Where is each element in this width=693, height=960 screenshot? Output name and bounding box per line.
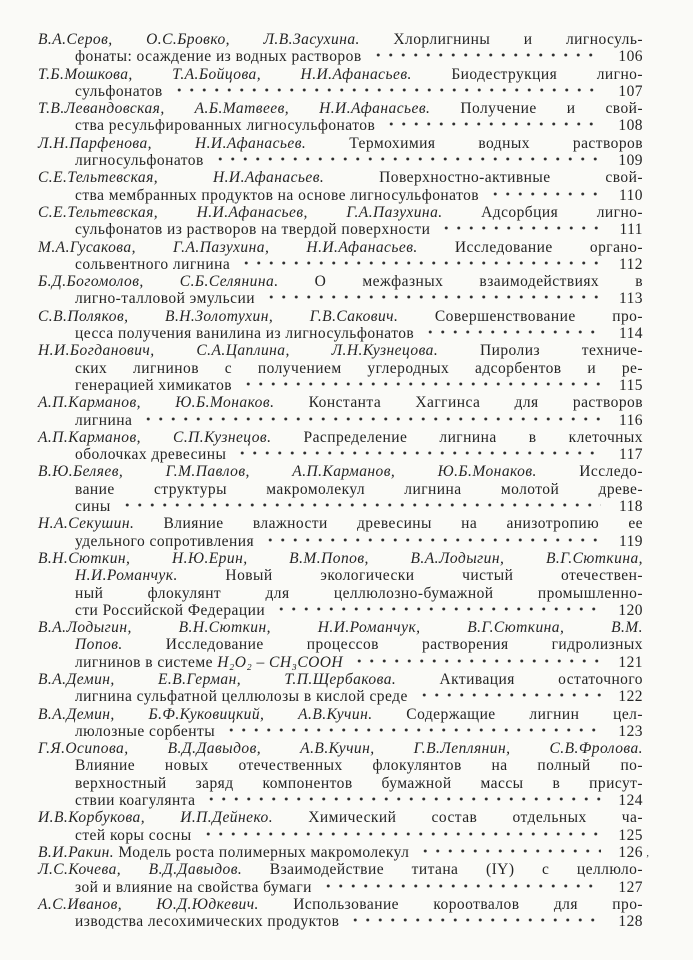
author-names: H₂O₂ – CH₃COOH [217, 653, 344, 671]
title-text: верхностный заряд компонентов бумажной массы в присут- [75, 774, 643, 792]
dot-leader [346, 914, 601, 926]
line-text [75, 446, 226, 463]
line-text [75, 723, 215, 740]
title-text: люлозные сорбенты [75, 722, 216, 740]
toc-entry [38, 896, 643, 931]
title-text: Использование короотвалов для про- [258, 895, 644, 913]
toc-line [38, 879, 643, 896]
page-number: 126 [618, 843, 643, 861]
toc-entry [38, 135, 643, 170]
title-text: оболочках древесины [75, 446, 227, 464]
toc-line [38, 533, 643, 550]
toc-line [38, 152, 643, 169]
toc-line [38, 446, 643, 463]
line-text [75, 187, 479, 204]
toc-entry [38, 394, 643, 429]
line-text [38, 896, 643, 913]
line-text [75, 481, 643, 498]
title-text: цесса получения ванилина из лигносульфонатов [75, 325, 415, 343]
page-number: 117 [618, 446, 643, 464]
author-names: Т.В.Левандовская, А.Б.Матвеев, Н.И.Афанасьев. [38, 100, 431, 118]
page-number: 109 [618, 152, 643, 170]
toc-line [38, 273, 643, 290]
page-number: 123 [618, 722, 643, 740]
title-text: Химический состав отдельных ча- [273, 809, 643, 827]
toc-entry [38, 463, 643, 515]
toc-line [38, 463, 643, 480]
toc-line [38, 723, 643, 740]
line-text [75, 913, 339, 930]
toc-line [38, 896, 643, 913]
line-text [38, 619, 643, 636]
dot-leader [239, 378, 601, 390]
toc-entry [38, 861, 643, 896]
toc-line [38, 602, 643, 619]
title-text: Пиролиз техниче- [438, 342, 644, 360]
toc-line [38, 31, 643, 48]
toc-entry [38, 740, 643, 809]
author-names: В.Ю.Беляев, Г.М.Павлов, А.П.Карманов, Ю.Б.Монаков. [38, 463, 537, 481]
title-text: Активация остаточного [396, 670, 644, 688]
toc-line [38, 83, 643, 100]
line-text [75, 256, 230, 273]
page-number: 107 [618, 82, 643, 100]
toc-line [38, 515, 643, 532]
title-text: удельного сопротивления [75, 532, 255, 550]
title-text: Содержащие лигнин цел- [372, 705, 643, 723]
toc-line [38, 342, 643, 359]
author-names: А.П.Карманов, С.П.Кузнецов. [38, 428, 272, 446]
title-text: ный флокулянт для целлюлозно-бумажной промышленно- [75, 584, 643, 602]
title-text: Влияние влажности древесины на анизотропию ее [134, 515, 643, 533]
line-text [38, 31, 643, 48]
title-text: сти Российской Федерации [75, 601, 266, 619]
toc-line [38, 221, 643, 238]
toc-entry [38, 273, 643, 308]
toc-line [38, 135, 643, 152]
toc-entry [38, 844, 643, 861]
author-names: В.И.Ракин. [38, 843, 115, 861]
toc-line [38, 377, 643, 394]
toc-line [38, 740, 643, 757]
line-text [75, 117, 375, 134]
toc-line [38, 100, 643, 117]
author-names: В.А.Серов, О.С.Бровко, Л.В.Засухина. [38, 31, 360, 48]
title-text: изводства лесохимических продуктов [75, 913, 340, 931]
dot-leader [261, 534, 601, 546]
line-text [38, 844, 409, 861]
title-text: ствии коагулянта [75, 792, 196, 810]
scan-artifact-mark: ʼ [645, 853, 649, 865]
toc-line [38, 550, 643, 567]
title-text: фонаты: осаждение из водных растворов [75, 48, 362, 66]
dot-leader [237, 257, 601, 269]
title-text: ства ресульфированных лигносульфонатов [75, 117, 376, 135]
page-number: 124 [618, 792, 643, 810]
author-names: Б.Д.Богомолов, С.Б.Селянина. [38, 273, 279, 291]
title-text: Распределение лигнина в клеточных [271, 428, 643, 446]
line-text [75, 360, 643, 377]
author-names: Л.Н.Парфенова, Н.И.Афанасьев. [38, 134, 307, 152]
line-text [38, 550, 643, 567]
page-number: 128 [618, 913, 643, 931]
line-text [75, 636, 643, 653]
toc-line [38, 290, 643, 307]
dot-leader [421, 326, 601, 338]
author-names: А.С.Иванов, Ю.Д.Юдкевич. [38, 895, 259, 913]
title-text: Исследо- [536, 463, 643, 481]
toc-entry [38, 619, 643, 671]
title-text: О межфазных взаимодействиях в [278, 273, 643, 291]
title-text: ских лигнинов с получением углеродных адсорбентов и ре- [75, 359, 643, 377]
dot-leader [222, 724, 601, 736]
page-number: 122 [618, 688, 643, 706]
author-names: Н.И.Богданович, С.А.Цаплина, Л.Н.Кузнецова. [38, 342, 439, 360]
toc-line [38, 239, 643, 256]
line-text [38, 135, 643, 152]
toc-line [38, 844, 643, 861]
author-names: С.Е.Тельтевская, Н.И.Афанасьев. [38, 169, 325, 187]
author-names: А.П.Карманов, Ю.Б.Монаков. [38, 394, 275, 412]
toc-entry [38, 31, 643, 66]
toc-entry [38, 515, 643, 550]
line-text [75, 533, 254, 550]
line-text [75, 325, 414, 342]
line-text [75, 152, 204, 169]
page-number: 110 [618, 186, 643, 204]
title-text: Термохимия водных растворов [306, 134, 643, 152]
page-number: 108 [618, 117, 643, 135]
page-number: 106 [618, 48, 643, 66]
title-text: Модель роста полимерных макромолекул [114, 843, 410, 861]
line-text [75, 48, 362, 65]
line-text [75, 654, 343, 671]
line-text [38, 342, 643, 359]
page-number: 121 [618, 653, 643, 671]
page-number: 127 [618, 878, 643, 896]
line-text [75, 83, 163, 100]
title-text: Константа Хаггинса для растворов [274, 394, 643, 412]
line-text [38, 308, 643, 325]
title-text: генерацией химикатов [75, 376, 233, 394]
title-text: лигно-талловой эмульсии [75, 290, 255, 308]
author-names: Н.А.Секушин. [38, 515, 135, 533]
page-number: 125 [618, 826, 643, 844]
line-text [38, 861, 643, 878]
dot-leader [415, 689, 601, 701]
toc-line [38, 636, 643, 653]
line-text [75, 412, 132, 429]
dot-leader [350, 655, 601, 667]
dot-leader [211, 153, 601, 165]
toc-line [38, 187, 643, 204]
toc-line [38, 809, 643, 826]
toc-line [38, 204, 643, 221]
author-names: В.А.Демин, Б.Ф.Куковицкий, А.В.Кучин. [38, 705, 373, 723]
line-text [75, 757, 643, 774]
page-number: 120 [618, 601, 643, 619]
toc-line [38, 792, 643, 809]
title-text: сольвентного лигнина [75, 255, 231, 273]
line-text [75, 498, 111, 515]
author-names: Попов. [75, 636, 123, 654]
dot-leader [382, 118, 601, 130]
toc-line [38, 308, 643, 325]
toc-entry [38, 308, 643, 343]
page-number: 119 [618, 532, 643, 550]
toc-line [38, 412, 643, 429]
line-text [38, 429, 643, 446]
toc-line [38, 117, 643, 134]
author-names: Л.С.Кочева, В.Д.Давыдов. [38, 861, 243, 879]
title-text: Биодеструкция лигно- [411, 65, 643, 83]
toc-entry [38, 706, 643, 741]
line-text [75, 792, 195, 809]
title-text: лигнина сульфатной целлюлозы в кислой среде [75, 688, 408, 706]
dot-leader [416, 845, 601, 857]
toc-line [38, 481, 643, 498]
author-names: В.Н.Сюткин, Н.Ю.Ерин, В.М.Попов, В.А.Лодыгин, В.Г.Сюткина, [38, 549, 643, 567]
toc-line [38, 671, 643, 688]
toc-entry [38, 169, 643, 204]
title-text: Влияние новых отечественных флокулянтов на полный по- [75, 757, 643, 775]
dot-leader [202, 793, 601, 805]
dot-leader [486, 188, 601, 200]
toc-line [38, 706, 643, 723]
author-names: М.А.Гусакова, Г.А.Пазухина, Н.И.Афанасьев. [38, 238, 418, 256]
line-text [38, 809, 643, 826]
toc-entry [38, 100, 643, 135]
dot-leader [272, 603, 601, 615]
line-text [75, 221, 430, 238]
toc-line [38, 654, 643, 671]
line-text [75, 567, 643, 584]
line-text [75, 827, 192, 844]
title-text: сульфонатов [75, 82, 163, 100]
page-number: 116 [618, 411, 643, 429]
dot-leader [199, 828, 601, 840]
line-text [38, 100, 643, 117]
title-text: лигнина [75, 411, 133, 429]
title-text: Адсорбция лигно- [442, 203, 643, 221]
toc-line [38, 48, 643, 65]
title-text: Исследование процессов растворения гидролизных [122, 636, 643, 654]
line-text [38, 515, 643, 532]
toc-entry [38, 342, 643, 394]
dot-leader [369, 49, 601, 61]
line-text [38, 273, 643, 290]
line-text [38, 671, 643, 688]
title-text: сульфонатов из растворов на твердой поверхности [75, 221, 431, 239]
title-text: ства мембранных продуктов на основе лигносульфонатов [75, 186, 480, 204]
line-text [75, 602, 265, 619]
author-names: С.В.Поляков, В.Н.Золотухин, Г.В.Сакович. [38, 307, 399, 325]
toc-line [38, 256, 643, 273]
dot-leader [437, 222, 601, 234]
toc-line [38, 861, 643, 878]
dot-leader [319, 880, 601, 892]
toc-line [38, 394, 643, 411]
page-number: 118 [618, 498, 643, 516]
line-text [75, 688, 408, 705]
toc-entry [38, 204, 643, 239]
toc-line [38, 619, 643, 636]
title-text: сины [75, 498, 111, 516]
line-text [38, 706, 643, 723]
author-names: С.Е.Тельтевская, Н.И.Афанасьев, Г.А.Пазухина. [38, 203, 443, 221]
page-number: 111 [619, 221, 643, 239]
title-text: Исследование органо- [417, 238, 643, 256]
title-text: Взаимодействие титана (IY) с целлюло- [242, 861, 643, 879]
page-number: 114 [618, 325, 643, 343]
toc-entry [38, 671, 643, 706]
line-text [38, 394, 643, 411]
title-text: Получение и свой- [430, 100, 643, 118]
line-text [75, 377, 232, 394]
title-text: зой и влияние на свойства бумаги [75, 878, 312, 896]
toc-line [38, 757, 643, 774]
dot-leader [170, 84, 601, 96]
toc-line [38, 567, 643, 584]
toc-line [38, 827, 643, 844]
line-text [38, 740, 643, 757]
dot-leader [118, 499, 601, 511]
title-text: лигнинов в системе [75, 653, 218, 671]
title-text: Хлорлигнины и лигносуль- [359, 31, 643, 48]
toc-line [38, 429, 643, 446]
author-names: В.А.Лодыгин, В.Н.Сюткин, Н.И.Романчук, В.Г.Сюткина, В.М. [38, 619, 643, 637]
author-names: Т.Б.Мошкова, Т.А.Бойцова, Н.И.Афанасьев. [38, 65, 412, 83]
line-text [75, 775, 643, 792]
line-text [38, 463, 643, 480]
title-text: Новый экологически чистый отечествен- [177, 567, 643, 585]
toc-entry [38, 239, 643, 274]
title-text: Поверхностно-активные свой- [324, 169, 643, 187]
toc-line [38, 169, 643, 186]
toc-entry [38, 429, 643, 464]
line-text [38, 204, 643, 221]
toc-line [38, 775, 643, 792]
toc-line [38, 688, 643, 705]
author-names: В.А.Демин, Е.В.Герман, Т.П.Щербакова. [38, 670, 397, 688]
toc-line [38, 66, 643, 83]
page-number: 112 [618, 255, 643, 273]
title-text: вание структуры макромолекул лигнина молотой древе- [75, 480, 643, 498]
title-text: Совершенствование про- [398, 307, 643, 325]
dot-leader [139, 413, 601, 425]
page-number: 113 [618, 290, 643, 308]
toc-line [38, 498, 643, 515]
toc-line [38, 913, 643, 930]
title-text: стей коры сосны [75, 826, 192, 844]
toc-line [38, 585, 643, 602]
line-text [38, 239, 643, 256]
toc-list [38, 31, 643, 930]
line-text [75, 290, 255, 307]
dot-leader [262, 291, 601, 303]
toc-line [38, 360, 643, 377]
line-text [38, 169, 643, 186]
author-names: И.В.Корбукова, И.П.Дейнеко. [38, 809, 274, 827]
line-text [38, 66, 643, 83]
page-number: 115 [618, 376, 643, 394]
toc-entry [38, 550, 643, 619]
title-text: лигносульфонатов [75, 152, 204, 170]
line-text [75, 585, 643, 602]
dot-leader [233, 447, 601, 459]
toc-entry [38, 66, 643, 101]
toc-entry [38, 809, 643, 844]
line-text [75, 879, 312, 896]
author-names: Г.Я.Осипова, В.Д.Давыдов, А.В.Кучин, Г.В.Леплянин, С.В.Фролова. [38, 740, 643, 758]
author-names: Н.И.Романчук. [75, 567, 178, 585]
toc-line [38, 325, 643, 342]
